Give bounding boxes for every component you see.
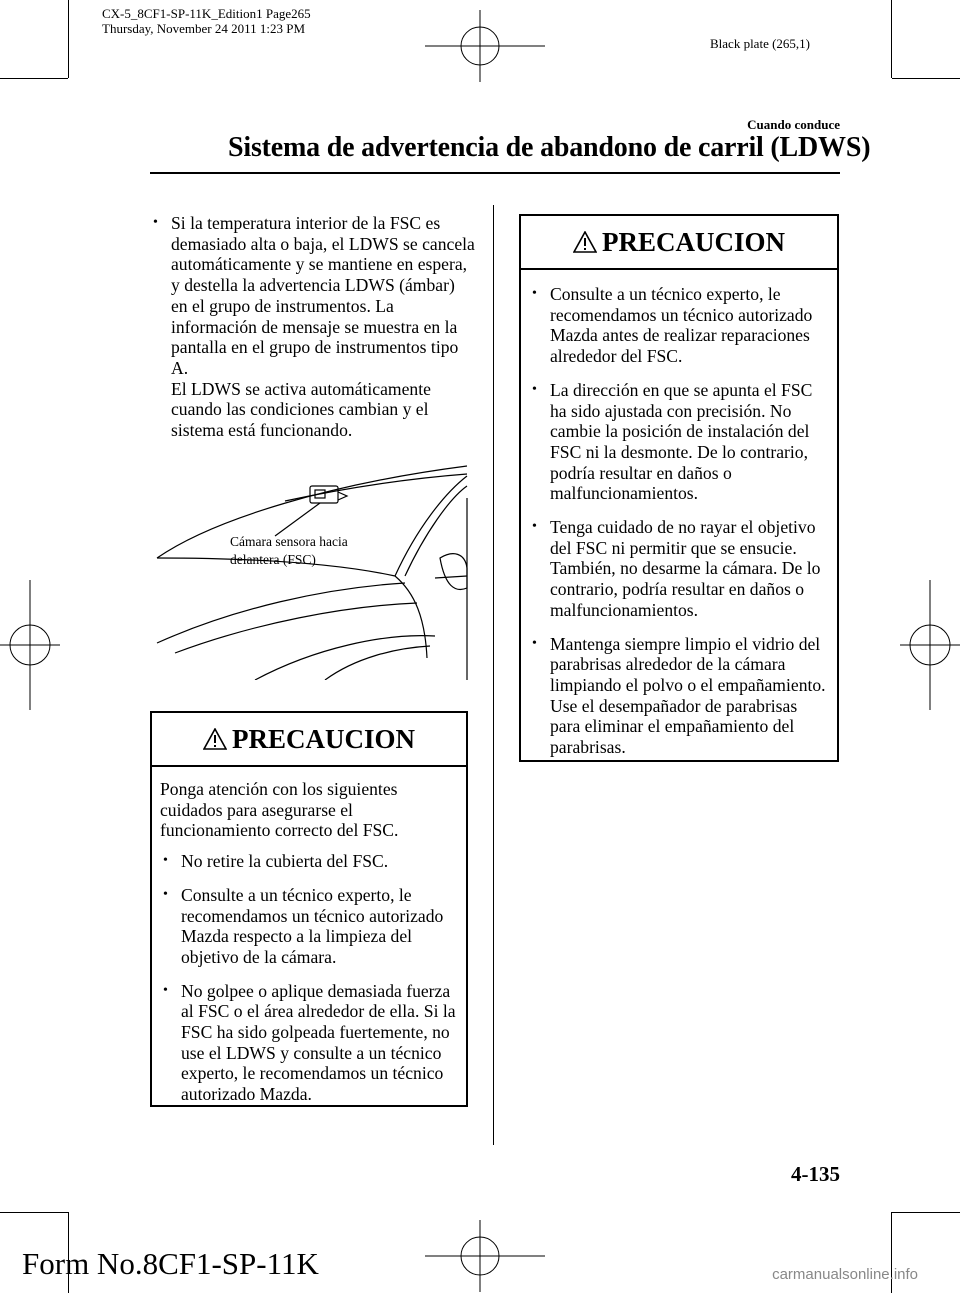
figure-label-line-2: delantera (FSC) [230,552,316,567]
bullet-icon: • [163,853,168,869]
list-item-text: Tenga cuidado de no rayar el objetivo del FSC ni permitir que se ensucie. También, no desarme la cámara. De lo contrario, podría resultar en daños o malfuncionamientos. [550,517,821,620]
form-number: Form No.8CF1-SP-11K [22,1246,319,1281]
caution-box-2 [519,214,839,762]
list-item [529,284,830,367]
left-column [150,213,475,454]
print-info-line-2: Thursday, November 24 2011 1:23 PM [102,21,306,36]
print-info-line-1: CX-5_8CF1-SP-11K_Edition1 Page265 [102,6,311,21]
caution-body [521,270,837,777]
list-item [160,851,459,872]
bullet-icon: • [532,635,537,651]
registration-mark-bottom [425,1220,545,1292]
windshield-camera-illustration [155,458,469,680]
registration-mark-left [0,580,60,710]
caution-heading-text: PRECAUCION [601,227,785,257]
list-item-text: Mantenga siempre limpio el vidrio del parabrisas alrededor de la cámara limpiando el polvo o el empañamiento. Use el desempañador de parabrisas para eliminar el empañamiento del parabrisas. [550,633,826,758]
warning-triangle-icon [573,231,597,253]
bullet-icon: • [532,286,537,301]
list-item [529,634,830,758]
list-item-text: No retire la cubierta del FSC. [181,851,389,872]
list-item-text: La dirección en que se apunta el FSC ha sido ajustada con precisión. No cambie la posición de instalación del FSC ni la desmonte. De lo contrario, podría resultar en daños o malfuncionamientos. [550,379,813,504]
caution-intro: Ponga atención con los siguientes cuidados para asegurarse el funcionamiento correcto del FSC. [160,779,399,841]
list-item [160,981,459,1105]
bullet-icon: • [163,982,168,998]
figure-label-line-1: Cámara sensora hacia [230,534,348,549]
list-item-text: Consulte a un técnico experto, le recomendamos un técnico autorizado Mazda respecto a la limpieza del objetivo de la cámara. [181,884,444,967]
list-item [529,380,830,504]
registration-mark-top [425,10,545,82]
bullet-icon: • [153,215,158,230]
watermark[interactable]: carmanualsonline.info [772,1266,918,1283]
bullet-icon: • [532,381,537,397]
list-item [150,213,475,441]
caution-box-1 [150,711,468,1107]
list-item-text: No golpee o aplique demasiada fuerza al FSC o el área alrededor de ella. Si la FSC ha sido golpeada fuertemente, no use el LDWS y consulte a un técnico experto, le recomendamos un técnico autorizado Mazda. [181,980,456,1105]
registration-mark-right [900,580,960,710]
list-item [529,517,830,621]
bullet-icon: • [532,519,537,535]
list-item [160,885,459,968]
list-item-text-continued: El LDWS se activa automáticamente cuando las condiciones cambian y el sistema está funcionando. [171,378,431,441]
title-rule [150,172,840,174]
list-item-text: Si la temperatura interior de la FSC es demasiado alta o baja, el LDWS se cancela automáticamente y se mantiene en espera, y destella la advertencia LDWS (ámbar) en el grupo de instrumentos. La información de mensaje se muestra en la pantalla en el grupo de instrumentos tipo A. [171,213,475,378]
caution-heading [152,713,466,767]
caution-heading [521,216,837,270]
page-number: 4-135 [791,1162,840,1186]
warning-triangle-icon [203,728,227,750]
list-item-text: Consulte a un técnico experto, le recomendamos un técnico autorizado Mazda antes de realizar reparaciones alrededor del FSC. [550,284,813,367]
print-info [102,6,311,36]
plate-label: Black plate (265,1) [710,36,810,51]
caution-heading-text: PRECAUCION [231,724,415,754]
caution-body [152,767,466,1124]
figure-label [230,533,348,569]
section-label: Cuando conduce [747,117,840,132]
bullet-icon: • [163,886,168,902]
page-title: Sistema de advertencia de abandono de carril (LDWS) [228,132,871,163]
